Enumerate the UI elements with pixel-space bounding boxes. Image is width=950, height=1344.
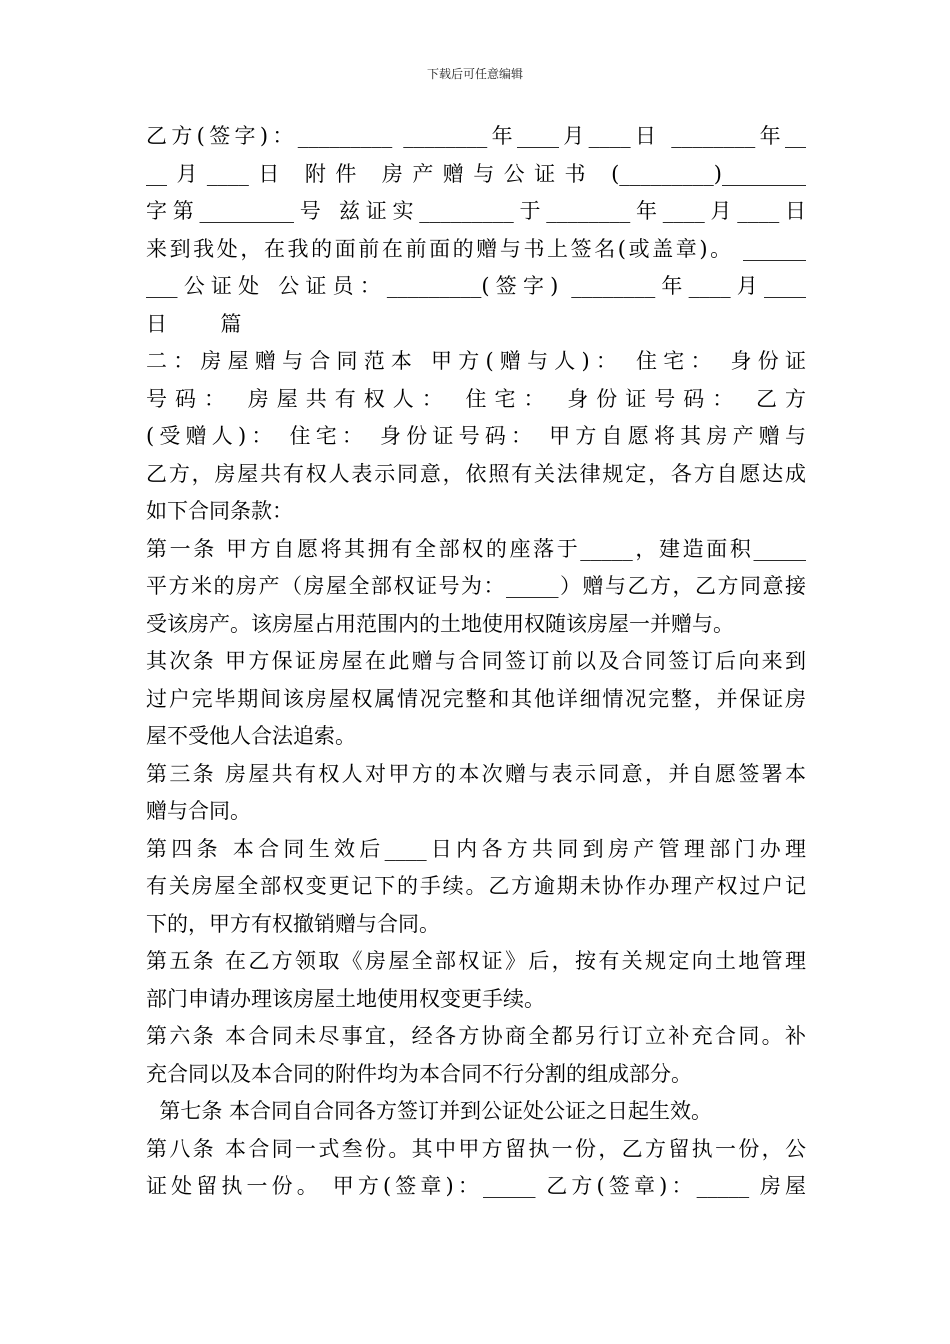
text-line: 受该房产。该房屋占用范围内的土地使用权随该房屋一并赠与。 xyxy=(146,611,734,636)
text-line: 第五条 在乙方领取《房屋全部权证》后，按有关规定向土地管理 xyxy=(146,949,806,973)
text-line: 来到我处，在我的面前在前面的赠与书上签名(或盖章)。 ______ xyxy=(146,236,806,261)
text-line: 有关房屋全部权变更记下的手续。乙方逾期未协作办理产权过户记 xyxy=(146,874,806,898)
text-line: 其次条 甲方保证房屋在此赠与合同签订前以及合同签订后向来到 xyxy=(146,649,806,673)
text-line: 充合同以及本合同的附件均为本合同不行分割的组成部分。 xyxy=(146,1061,692,1086)
text-line: 证处留执一份。 甲方(签章)：_____ 乙方(签章)：_____ 房屋 xyxy=(146,1174,806,1198)
text-line: (受赠人)： 住宅： 身份证号码： 甲方自愿将其房产赠与 xyxy=(146,424,806,448)
text-line: 号码： 房屋共有权人： 住宅： 身份证号码： 乙方 xyxy=(146,386,806,411)
text-line: 过户完毕期间该房屋权属情况完整和其他详细情况完整，并保证房 xyxy=(146,686,806,711)
text-line: 平方米的房产（房屋全部权证号为：_____）赠与乙方，乙方同意接 xyxy=(146,574,806,598)
text-line: 第四条 本合同生效后____日内各方共同到房产管理部门办理 xyxy=(146,836,806,861)
text-line: 第八条 本合同一式叁份。其中甲方留执一份，乙方留执一份，公 xyxy=(146,1136,806,1161)
text-line: 下的，甲方有权撤销赠与合同。 xyxy=(146,911,440,936)
header-note: 下载后可任意编辑 xyxy=(426,67,523,81)
text-line: 第六条 本合同未尽事宜，经各方协商全都另行订立补充合同。补 xyxy=(146,1024,806,1048)
text-line: 第三条 房屋共有权人对甲方的本次赠与表示同意，并自愿签署本 xyxy=(146,761,806,786)
text-line: 乙方(签字)：_________ ________年____月____日 ________年__ xyxy=(146,124,806,148)
text-line: ___公证处 公证员：_________(签字) ________年____月____ xyxy=(146,274,806,298)
text-line: 二：房屋赠与合同范本 甲方(赠与人)： 住宅： 身份证 xyxy=(146,349,806,373)
text-line: 屋不受他人合法追索。 xyxy=(146,724,356,748)
text-line: 如下合同条款： xyxy=(146,499,293,523)
text-line: 部门申请办理该房屋土地使用权变更手续。 xyxy=(146,986,545,1011)
text-line: 赠与合同。 xyxy=(146,799,251,823)
text-line: 字第_________号 兹证实_________于________年____月____日 xyxy=(146,199,806,223)
text-line: 日 篇 xyxy=(146,311,242,336)
text-line: 乙方，房屋共有权人表示同意，依照有关法律规定，各方自愿达成 xyxy=(146,461,806,486)
text-line: 第一条 甲方自愿将其拥有全部权的座落于_____，建造面积_____ xyxy=(146,536,806,561)
text-line: 第七条 本合同自合同各方签订并到公证处公证之日起生效。 xyxy=(146,1099,713,1123)
text-line: __月____日 附件 房产赠与公证书 (_________)________ xyxy=(146,161,806,186)
document-body xyxy=(146,118,806,1206)
